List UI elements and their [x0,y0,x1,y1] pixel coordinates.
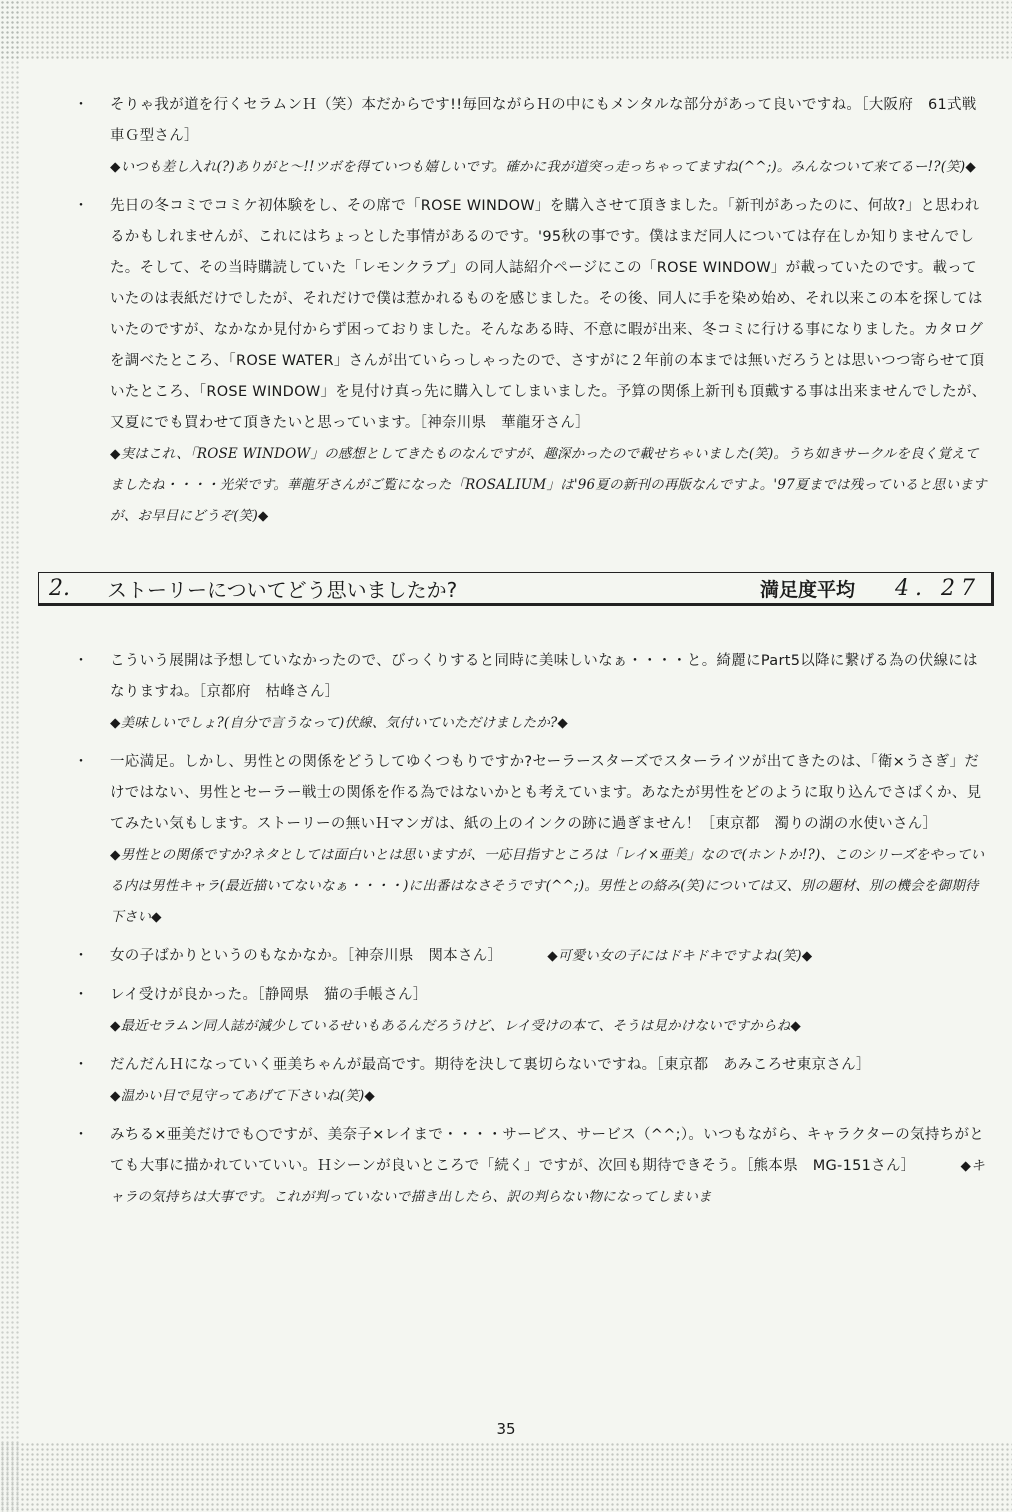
section-number: 2. [49,575,70,601]
reply-text: ◆いつも差し入れ(?)ありがと～!!ツボを得ていつも嬉しいです。確かに我が道突っ走っちゃってますね(^^;)。みんなついて来てるー!?(笑)◆ [110,159,976,175]
page-number: 35 [496,1420,516,1438]
bullet: ・ [74,987,88,1003]
list-item [60,191,990,532]
comment-text: 女の子ばかりというのもなかなか。［神奈川県 関本さん］ [110,948,503,964]
bullet: ・ [74,1127,88,1143]
screentone-bottom [0,1442,1012,1512]
list-item [60,941,990,972]
satisfaction-label: 満足度平均 [760,578,856,601]
bullet: ・ [74,948,88,964]
list-item [60,980,990,1042]
page-content [49,90,990,1221]
comment-text: みちる×亜美だけでも○ですが、美奈子×レイまで・・・・サービス、サービス（^^;）。いつもながら、キャラクターの気持ちがとても大事に描かれていていい。Ｈシーンが良いところで「続く」ですが、次回も期待できそう。［熊本県 MG-151さん］ [110,1127,985,1174]
comment-text: 先日の冬コミでコミケ初体験をし、その席で「ROSE WINDOW」を購入させて頂きました。「新刊があったのに、何故?」と思われるかもしれませんが、これにはちょっとした事情があるのです。'95秋の事です。僕はまだ同人については存在しか知りませんでした。そして、その当時購読していた「レモンクラブ」の同人誌紹介ページにこの「ROSE WINDOW」が載っていたのです。載っていたのは表紙だけでしたが、それだけで僕は惹かれるものを感じました。その後、同人に手を染め始め、それ以来この本を探してはいたのですが、なかなか見付からず困っておりました。そんなある時、不意に暇が出来、冬コミに行ける事になりました。カタログを調べたところ、「ROSE WATER」さんが出ていらっしゃったので、さすがに２年前の本までは無いだろうとは思いつつ寄らせて頂いたところ、「ROSE WINDOW」を見付け真っ先に購入してしまいました。予算の関係上新刊も頂戴する事は出来ませんでしたが、又夏にでも買わせて頂きたいと思っています。［神奈川県 華龍牙さん］ [110,198,987,431]
list-item [60,747,990,933]
screentone-left [0,0,20,1512]
reply-text: ◆温かい目で見守ってあげて下さいね(笑)◆ [110,1088,375,1104]
satisfaction-value: 4. 27 [895,575,981,601]
reply-text: ◆実はこれ、「ROSE WINDOW」の感想としてきたものなんですが、趣深かったので載せちゃいました(笑)。うち如きサークルを良く覚えてましたね・・・・光栄です。華龍牙さんがご覧になった「ROSALIUM」は'96夏の新刊の再版なんですよ。'97夏までは残っていると思いますが、お早目にどうぞ(笑)◆ [110,446,987,524]
list-item [60,1120,990,1213]
list-item [60,646,990,739]
section-header [38,572,994,606]
bullet: ・ [74,97,88,113]
comment-text: だんだんＨになっていく亜美ちゃんが最高です。期待を決して裏切らないですね。［東京都 あみころせ東京さん］ [110,1057,871,1073]
section-title: ストーリーについてどう思いましたか? [107,577,458,602]
list-item [60,1050,990,1112]
bullet: ・ [74,1057,88,1073]
bullet: ・ [74,653,88,669]
reply-text: ◆最近セラムン同人誌が減少しているせいもあるんだろうけど、レイ受けの本て、そうは見かけないですからね◆ [110,1018,801,1034]
screentone-top [0,0,1012,60]
reply-text: ◆男性との関係ですか?ネタとしては面白いとは思いますが、一応目指すところは「レイ×亜美」なので(ホントか!?)、このシリーズをやっている内は男性キャラ(最近描いてないなぁ・・・・)に出番はなさそうです(^^;)。男性との絡み(笑)については又、別の題材、別の機会を御期待下さい◆ [110,847,985,925]
reply-text: ◆美味しいでしょ?(自分で言うなって)伏線、気付いていただけましたか?◆ [110,715,568,731]
comment-text: レイ受けが良かった。［静岡県 猫の手帳さん］ [110,987,428,1003]
comment-text: こういう展開は予想していなかったので、びっくりすると同時に美味しいなぁ・・・・と。綺麗にPart5以降に繋げる為の伏線にはなりますね。［京都府 枯峰さん］ [110,653,978,700]
reply-text: ◆キャラの気持ちは大事です。これが判っていないで描き出したら、訳の判らない物になってしまいま [110,1158,985,1205]
bullet: ・ [74,198,88,214]
list-item [60,90,990,183]
comment-text: そりゃ我が道を行くセラムンＨ（笑）本だからです!!毎回ながらＨの中にもメンタルな部分があって良いですね。［大阪府 61式戦車Ｇ型さん］ [110,97,977,144]
reply-text: ◆可愛い女の子にはドキドキですよね(笑)◆ [547,948,813,964]
bullet: ・ [74,754,88,770]
comment-text: 一応満足。しかし、男性との関係をどうしてゆくつもりですか?セーラースターズでスターライツが出てきたのは、「衛×うさぎ」だけではない、男性とセーラー戦士の関係を作る為ではないかとも考えています。あなたが男性をどのように取り込んでさばくか、見てみたい気もします。ストーリーの無いＨマンガは、紙の上のインクの跡に過ぎません！［東京都 濁りの湖の水使いさん］ [110,754,982,832]
